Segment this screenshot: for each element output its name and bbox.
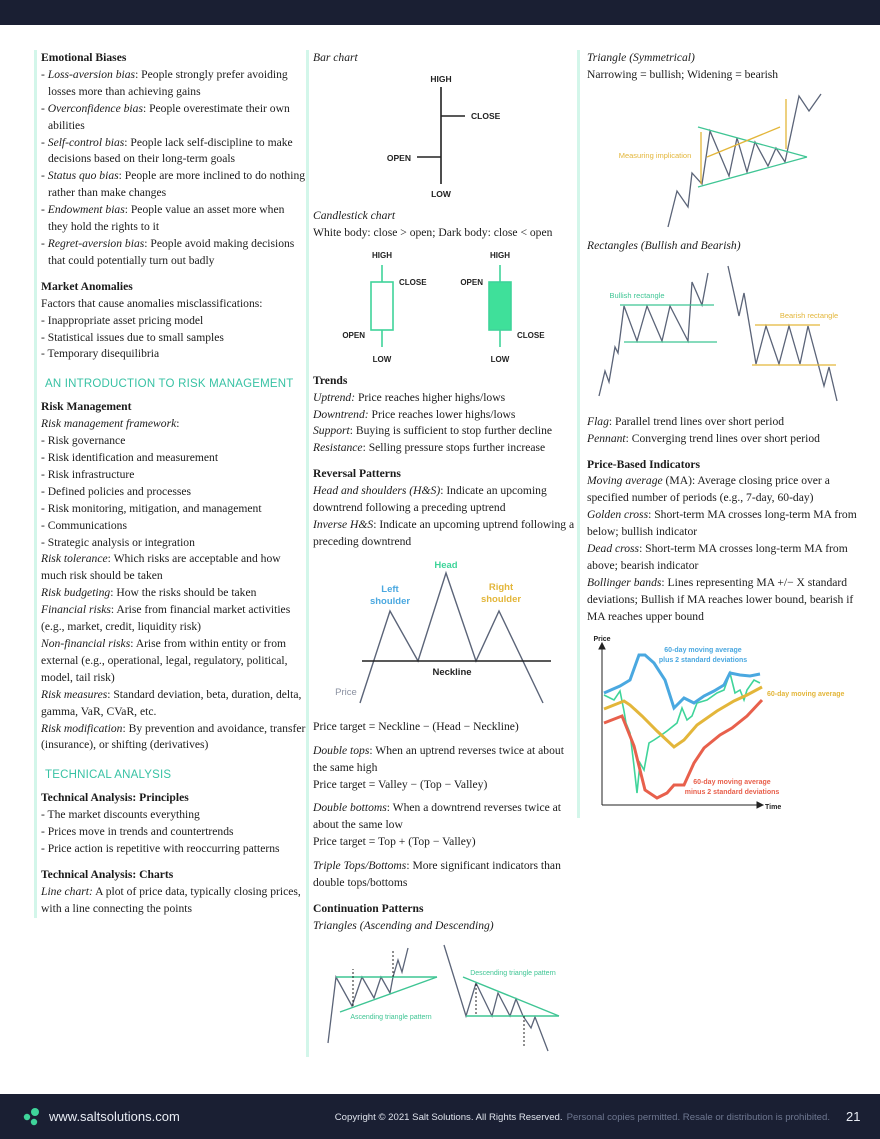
paragraph — [41, 721, 307, 755]
section-heading — [587, 457, 861, 474]
paragraph — [587, 575, 861, 626]
copyright — [335, 1112, 830, 1123]
label-head: Head — [434, 559, 458, 571]
distribution-notice: Personal copies permitted. Resale or distribution is prohibited. — [566, 1112, 830, 1123]
text: : Arise from financial market activities (e.g., market, credit, liquidity risk) — [41, 603, 291, 634]
label-left-shoulder: Left — [381, 583, 399, 595]
label-neckline: Neckline — [432, 666, 472, 678]
term-label: Golden cross — [587, 508, 649, 522]
label-right-shoulder: Right — [488, 581, 514, 593]
salt-logo-icon — [22, 1107, 42, 1127]
bullet: - — [41, 169, 48, 183]
label-close: CLOSE — [399, 277, 427, 287]
term-label: Bar chart — [313, 51, 358, 64]
label-high: HIGH — [430, 73, 452, 84]
paragraph — [41, 501, 307, 518]
text: - Price action is repetitive with reoccurring patterns — [41, 842, 280, 856]
term-label: Triangles (Ascending and Descending) — [313, 918, 494, 932]
label-bullish-rectangle: Bullish rectangle — [609, 290, 665, 300]
text: : More significant indicators than double tops/bottoms — [313, 859, 561, 890]
top-bar — [0, 0, 880, 25]
section-heading — [41, 867, 307, 884]
text: : Parallel trend lines over short period — [608, 414, 785, 428]
paragraph — [41, 636, 307, 687]
paragraph — [41, 807, 307, 824]
list-item — [41, 202, 307, 236]
paragraph — [41, 824, 307, 841]
text: A plot of price data, typically closing prices, with a line connecting the points — [41, 884, 301, 915]
term-label: Bollinger bands — [587, 575, 662, 589]
text: TECHNICAL ANALYSIS — [45, 769, 172, 782]
term-label: Triangle (Symmetrical) — [587, 51, 695, 64]
paragraph — [313, 719, 575, 736]
paragraph — [587, 50, 861, 67]
term-label: Double bottoms — [313, 801, 387, 815]
chapter-heading — [41, 769, 307, 781]
paragraph — [41, 433, 307, 450]
term-label: Flag — [587, 414, 609, 428]
term-label: Overconfidence bias — [47, 101, 143, 115]
paragraph — [313, 858, 575, 892]
term-label: Uptrend: — [313, 390, 356, 404]
bullet: - — [41, 236, 48, 250]
paragraph — [41, 467, 307, 484]
paragraph — [587, 541, 861, 575]
label-low: LOW — [490, 354, 510, 364]
text: : People lack self-discipline to make decisions based on their long-term goals — [48, 135, 293, 166]
paragraph — [313, 517, 575, 551]
text: : Short-term MA crosses long-term MA from above; bearish indicator — [587, 542, 848, 572]
label-right-shoulder-2: shoulder — [480, 593, 522, 605]
paragraph — [313, 777, 575, 794]
term-label: Risk management framework — [41, 417, 177, 431]
text: Technical Analysis: Principles — [41, 791, 189, 805]
term-label: Regret-aversion bias — [47, 236, 145, 250]
label-open: OPEN — [460, 277, 483, 287]
paragraph — [41, 330, 307, 347]
text: : Converging trend lines over short period — [625, 431, 820, 445]
list-item — [41, 67, 307, 101]
paragraph — [41, 884, 307, 918]
text: : By prevention and avoidance, transfer (insurance), or shifting (derivatives) — [41, 721, 306, 752]
text: Reversal Patterns — [313, 467, 401, 481]
axis-label-time: Time — [765, 803, 782, 811]
paragraph — [41, 602, 307, 636]
paragraph — [587, 473, 861, 507]
paragraph — [313, 208, 575, 225]
paragraph — [313, 483, 575, 517]
paragraph — [41, 535, 307, 552]
text: - Risk governance — [41, 434, 126, 448]
list-item — [41, 101, 307, 135]
column-3 — [577, 50, 861, 818]
text: Trends — [313, 373, 348, 387]
text: - Communications — [41, 518, 127, 532]
text: White body: close > open; Dark body: close < open — [313, 225, 553, 239]
list-item — [41, 168, 307, 202]
candlestick-diagram — [313, 242, 575, 364]
list-item — [41, 135, 307, 169]
rectangles-diagram — [587, 255, 861, 407]
text: AN INTRODUCTION TO RISK MANAGEMENT — [45, 378, 294, 391]
label-lower-band-2: minus 2 standard deviations — [684, 788, 780, 796]
text: : Buying is sufficient to stop further decline — [349, 424, 553, 438]
symmetrical-triangle-diagram — [587, 84, 861, 238]
paragraph — [587, 414, 861, 431]
text: - Statistical issues due to small samples — [41, 330, 224, 344]
chapter-heading — [41, 378, 307, 390]
text: Price reaches lower highs/lows — [368, 407, 516, 421]
label-lower-band: 60-day moving average — [693, 778, 771, 786]
text: (MA): Average closing price over a specified number of periods (e.g., 7-day, 60-day) — [587, 474, 830, 505]
text: - Risk identification and measurement — [41, 451, 219, 465]
text: - Temporary disequilibria — [41, 347, 160, 361]
label-low: LOW — [372, 354, 392, 364]
bullet: - — [41, 135, 48, 149]
text: : When a downtrend reverses twice at about the same low — [313, 801, 562, 832]
paragraph — [313, 225, 575, 242]
paragraph — [41, 296, 307, 313]
paragraph — [41, 313, 307, 330]
bullet: - — [41, 101, 48, 115]
section-heading — [41, 279, 307, 296]
label-left-shoulder-2: shoulder — [369, 595, 411, 607]
paragraph — [313, 440, 575, 457]
label-open: OPEN — [386, 152, 411, 163]
term-label: Double tops — [313, 743, 370, 757]
section-heading — [313, 373, 575, 390]
term-label: Financial risks — [41, 603, 111, 617]
text: Risk Management — [41, 400, 132, 414]
term-label: Dead cross — [587, 542, 640, 556]
bar-chart-diagram — [313, 67, 575, 208]
paragraph — [587, 238, 861, 255]
label-upper-band-2: plus 2 standard deviations — [658, 656, 748, 664]
label-close: CLOSE — [471, 110, 501, 121]
text: Price-Based Indicators — [587, 457, 701, 471]
section-heading — [313, 901, 575, 918]
term-label: Status quo bias — [47, 169, 119, 183]
paragraph — [313, 800, 575, 834]
dark-candle — [489, 282, 511, 330]
label-measuring-implication: Measuring implication — [618, 150, 692, 160]
term-label: Support — [313, 424, 350, 438]
text: : People strongly prefer avoiding losses more than achieving gains — [48, 67, 288, 98]
paragraph — [313, 743, 575, 777]
term-label: Endowment bias — [47, 203, 125, 217]
white-candle — [371, 282, 393, 330]
label-low: LOW — [431, 188, 451, 199]
text: : — [176, 417, 180, 431]
column-1 — [34, 50, 307, 918]
label-open: OPEN — [342, 330, 365, 340]
text: : Which risks are acceptable and how much risk should be taken — [41, 552, 281, 583]
bullet: - — [41, 67, 48, 81]
paragraph — [41, 551, 307, 585]
axis-label-price: Price — [593, 635, 611, 643]
text: Emotional Biases — [41, 51, 127, 64]
moving-average — [604, 687, 762, 747]
text: : People overestimate their own abilities — [48, 101, 290, 132]
term-label: Triple Tops/Bottoms — [313, 859, 407, 873]
paragraph — [41, 841, 307, 858]
text: : Short-term MA crosses long-term MA from below; bullish indicator — [587, 508, 857, 539]
text: Price reaches higher highs/lows — [355, 390, 506, 404]
label-price: Price — [335, 686, 357, 698]
paragraph — [41, 518, 307, 535]
page-number: 21 — [846, 1109, 861, 1124]
paragraph — [587, 431, 861, 448]
paragraph — [41, 416, 307, 433]
paragraph — [587, 67, 861, 84]
paragraph — [41, 346, 307, 363]
term-label: Loss-aversion bias — [47, 67, 136, 81]
text: : Lines representing MA +/− X standard deviations; Bullish if MA reaches lower bound, bearish if MA reaches upper bound — [587, 575, 854, 623]
section-heading — [41, 790, 307, 807]
text: : People value an asset more when they hold the rights to it — [48, 203, 285, 234]
term-label: Rectangles (Bullish and Bearish) — [587, 238, 741, 252]
text: - Prices move in trends and countertrends — [41, 825, 234, 839]
text: - The market discounts everything — [41, 808, 200, 822]
triangle-patterns-diagram — [313, 935, 575, 1057]
paragraph — [313, 390, 575, 407]
paragraph — [313, 834, 575, 851]
text: : When an uptrend reverses twice at about the same high — [313, 743, 564, 774]
text: - Strategic analysis or integration — [41, 535, 195, 549]
page-footer — [0, 1094, 880, 1139]
term-label: Risk tolerance — [41, 552, 108, 566]
text: Price target = Valley − (Top − Valley) — [313, 777, 488, 791]
term-label: Non-financial risks — [41, 637, 131, 650]
copyright-text: Copyright © 2021 Salt Solutions. All Rights Reserved. — [334, 1112, 563, 1123]
term-label: Line chart: — [41, 884, 93, 898]
text: Factors that cause anomalies misclassifications: — [41, 296, 263, 310]
text: Market Anomalies — [41, 279, 133, 293]
list-item — [41, 236, 307, 270]
label-high: HIGH — [490, 250, 510, 260]
paragraph — [313, 407, 575, 424]
label-upper-band: 60-day moving average — [664, 646, 742, 654]
paragraph — [313, 423, 575, 440]
text: Continuation Patterns — [313, 901, 424, 915]
paragraph — [313, 50, 575, 67]
website-link[interactable]: www.saltsolutions.com — [49, 1109, 180, 1124]
term-label: Head and shoulders (H&S) — [313, 484, 441, 498]
head-and-shoulders-diagram — [313, 551, 575, 719]
text: - Inappropriate asset pricing model — [41, 313, 204, 327]
section-heading — [41, 399, 307, 416]
paragraph — [41, 585, 307, 602]
term-label: Resistance — [313, 441, 363, 455]
paragraph — [587, 507, 861, 541]
term-label: Risk budgeting — [41, 586, 111, 600]
paragraph — [313, 918, 575, 935]
bullet: - — [41, 203, 48, 217]
text: : People avoid making decisions that could potentially turn out badly — [48, 236, 295, 267]
term-label: Risk measures — [41, 687, 108, 701]
label-bearish-rectangle: Bearish rectangle — [779, 310, 839, 320]
label-descending: Descending triangle pattern — [470, 969, 556, 977]
text: : Standard deviation, beta, duration, delta, gamma, VaR, CVaR, etc. — [41, 687, 302, 718]
label-moving-average: 60-day moving average — [767, 690, 845, 698]
paragraph — [41, 484, 307, 501]
text: : Arise from within entity or from external (e.g., operational, legal, regulatory, political, model, tail risk) — [41, 637, 288, 684]
term-label: Downtrend: — [313, 407, 369, 421]
term-label: Moving average — [587, 474, 663, 488]
term-label: Candlestick chart — [313, 208, 396, 222]
text: Price target = Neckline − (Head − Neckline) — [313, 719, 519, 733]
bollinger-bands-chart — [587, 626, 861, 818]
text: : Indicate an upcoming uptrend following a preceding downtrend — [313, 517, 575, 548]
text: - Risk monitoring, mitigation, and management — [41, 501, 262, 515]
label-high: HIGH — [372, 250, 392, 260]
term-label: Self-control bias — [47, 135, 125, 149]
label-close: CLOSE — [517, 330, 545, 340]
text: Price target = Top + (Top − Valley) — [313, 835, 476, 849]
paragraph — [41, 450, 307, 467]
label-ascending: Ascending triangle pattern — [350, 1013, 432, 1021]
text: - Defined policies and processes — [41, 484, 192, 498]
column-2 — [306, 50, 575, 1057]
section-heading — [313, 466, 575, 483]
term-label: Inverse H&S — [313, 517, 374, 531]
text: Narrowing = bullish; Widening = bearish — [587, 67, 779, 81]
text: Technical Analysis: Charts — [41, 867, 174, 881]
paragraph — [41, 687, 307, 721]
text: : Selling pressure stops further increase — [362, 441, 546, 455]
text: : How the risks should be taken — [110, 586, 257, 600]
term-label: Risk modification — [41, 721, 123, 735]
text: - Risk infrastructure — [41, 467, 135, 481]
term-label: Pennant — [587, 431, 626, 445]
text: : People are more inclined to do nothing rather than make changes — [48, 169, 306, 200]
text: : Indicate an upcoming downtrend following a preceding uptrend — [313, 484, 547, 515]
section-heading — [41, 50, 307, 67]
